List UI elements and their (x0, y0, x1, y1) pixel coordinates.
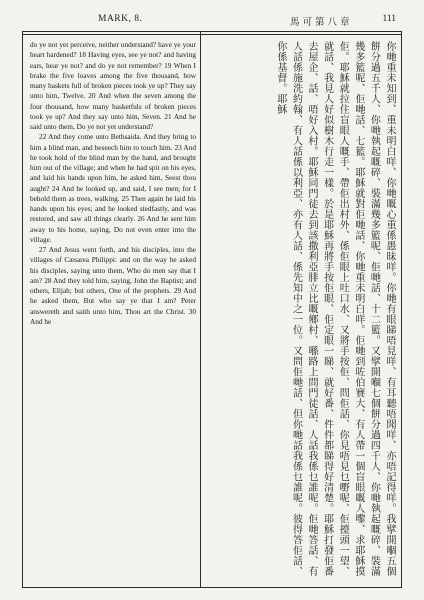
header-book-chapter-chinese: 馬可第八章 (290, 18, 353, 28)
page-header (22, 6, 402, 34)
chinese-column: 你哋重未知到、重未明白咩、你哋嘅心重係愚昧咩。你哋有眼睇唔見咩、有耳聽唔聞咩、亦唔記得咩。我擘開嗰五個餅分過五千人、你哋執起嘅碎、裝滿幾多籃呢、佢哋話、十二籃。又擘開嗰七個餅分過四千人、你哋執起嘅碎、裝滿幾多籃呢、佢哋話、七籃。耶穌就對佢哋話、你哋重未明白咩。佢哋到咗伯賽大、有人帶一個盲眼嘅人嚟、求耶穌摸佢。耶穌就拉住盲眼人嘅手、帶佢出村外、係佢眼上吐口水、又將手按佢、問佢話、你見唔見乜嘢呢、佢擡頭一望、就話、我見人好似樹木行走一樣。於是耶穌再將手按佢眼、佢定眼一睇、就好番、件件都睇得好清楚。耶穌打發佢番去屋企、話、唔好入村。耶穌同門徒去到該撒利亞腓立比嘅鄉村、喺路上問門徒話、人話我係乜誰呢。佢哋答話、有人話係施洗約翰、有人話係以利亞、亦有人話、係先知中之一位。又問佢哋話、但你哋話我係乜誰呢。彼得答佢話、你係基督。耶穌 (274, 41, 395, 577)
english-paragraph: 22 And they come unto Bethsaida. And they bring to him a blind man, and beseech him to touch him. 23 And he took hold of the blind man by the hand, and brought him out of the village; and when he had spit on his eyes, and laid his hands upon him, he asked him, Seest thou aught? 24 And he looked up, and said, I see men; for I behold them as trees, walking. 25 Then again he laid his hands upon his eyes; and he looked stedfastly, and was restored, and saw all things clearly. 26 And he sent him away to his home, saying, Do not even enter into the village. (30, 132, 196, 244)
left-border (22, 31, 23, 587)
english-paragraph: 27 And Jesus went forth, and his disciples, into the villages of Cæsarea Philippi: and on the way he asked his disciples, saying unto them, Who do men say that I am? 28 And they told him, saying, John the Baptist; and others, Elijah; but others, One of the prophets. 29 And he asked them, But who say ye that I am? Peter answereth and saith unto him, Thou art the Christ. 30 And he (30, 245, 196, 326)
column-divider (200, 31, 201, 587)
header-book-chapter-english: MARK, 8. (98, 14, 143, 24)
bottom-rule (22, 587, 402, 588)
page-number: 111 (382, 14, 396, 24)
english-paragraph: do ye not yet perceive, neither understand? have ye your heart hardened? 18 Having eyes, see ye not? and having ears, hear ye not? and do ye not remember? 19 When I brake the five loaves among the five thousand, how many baskets full of broken pieces took ye up? They say unto him, Twelve. 20 And when the seven among the four thousand, how many basketfuls of broken pieces took ye up? And they say unto him, Seven. 21 And he said unto them, Do ye not yet understand? (30, 40, 196, 131)
english-column (30, 40, 196, 580)
header-rule-double (22, 34, 402, 35)
right-border (401, 31, 402, 587)
header-rule (22, 31, 402, 32)
